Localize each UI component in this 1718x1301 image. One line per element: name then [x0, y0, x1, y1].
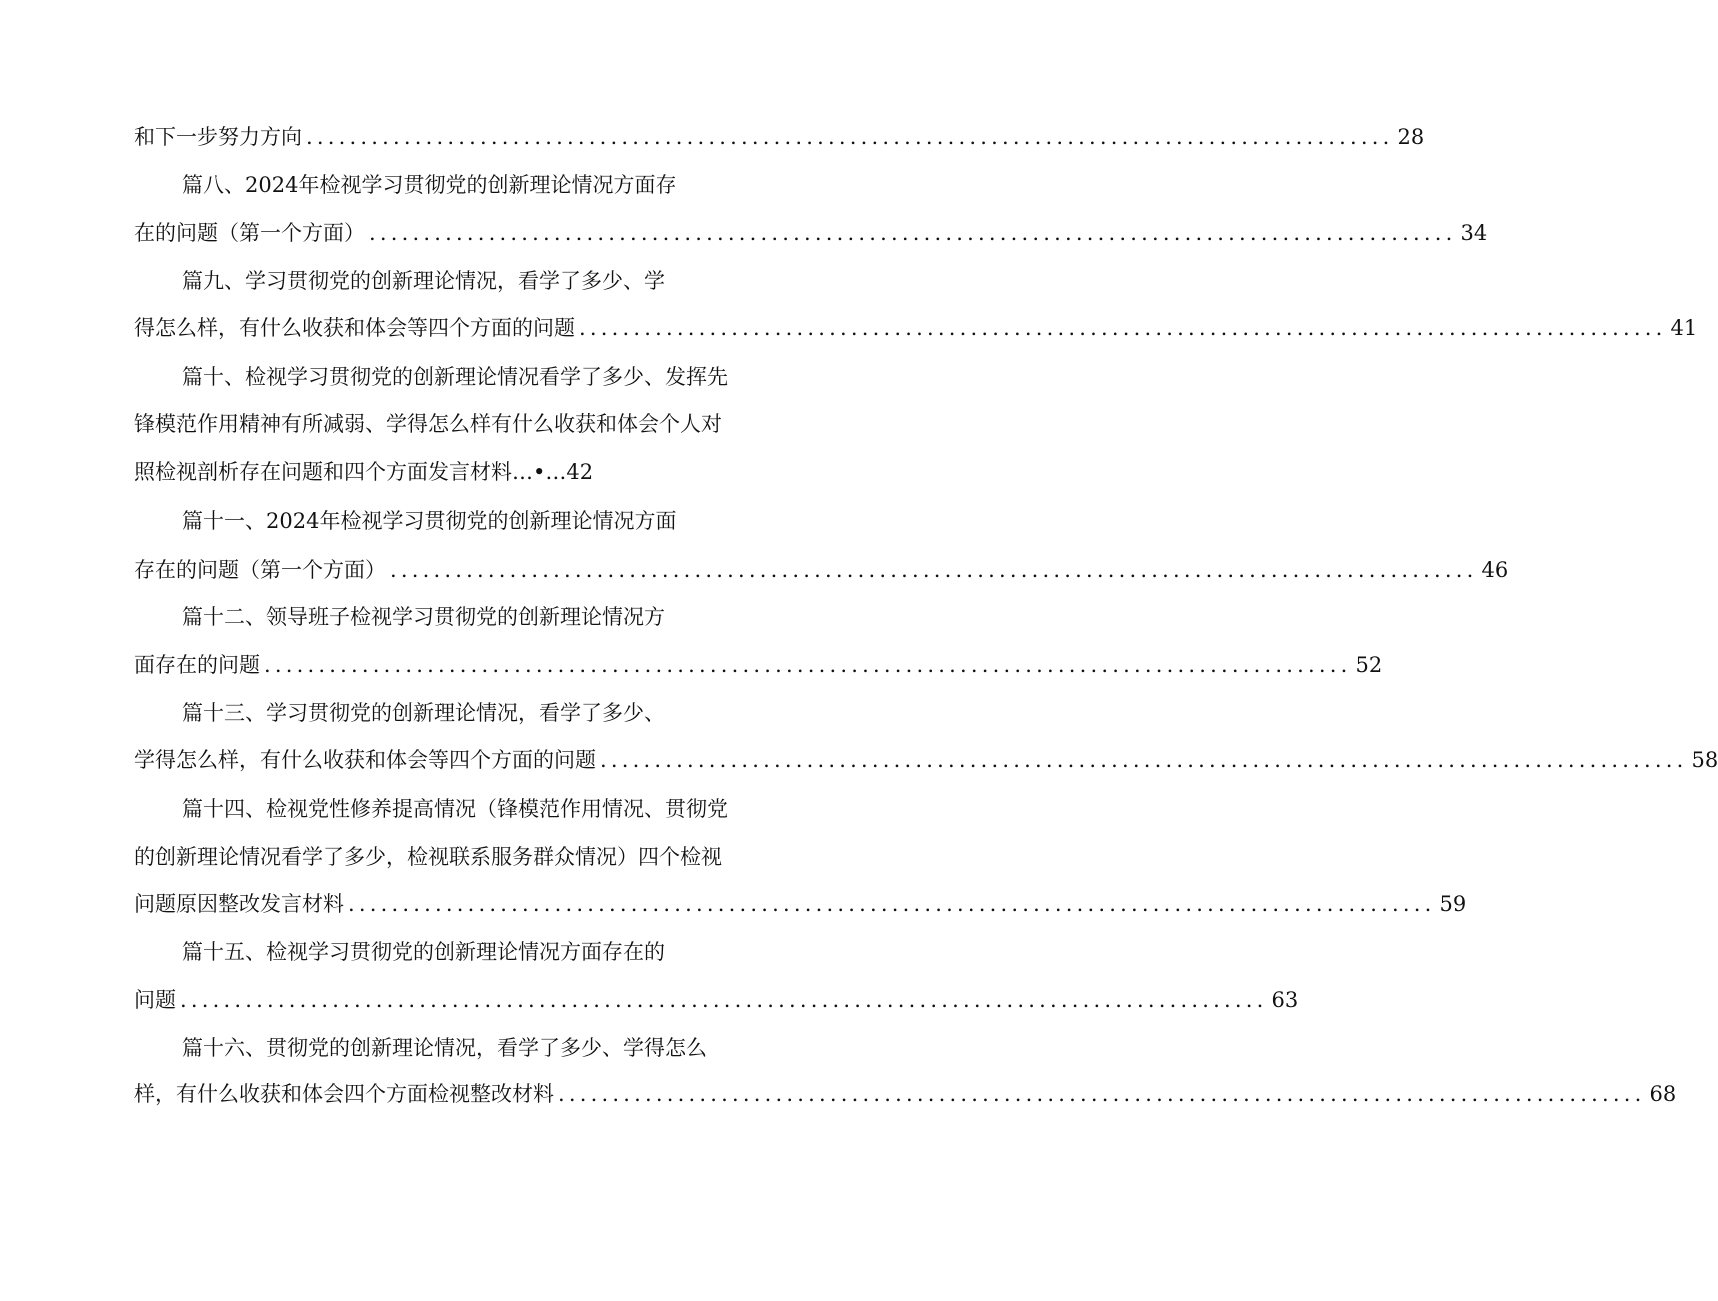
toc-leader-dots: ....................................................................................................: [348, 892, 1436, 916]
toc-entry-title[interactable]: 篇十三、学习贯彻党的创新理论情况，看学了多少、: [182, 701, 665, 725]
toc-entry-continuation[interactable]: [134, 983, 1299, 1017]
toc-page-number: 34: [1460, 221, 1488, 245]
toc-entry-continuation[interactable]: 的创新理论情况看学了多少，检视联系服务群众情况）四个检视: [134, 845, 722, 869]
toc-entry-continuation[interactable]: [134, 455, 593, 489]
toc-entry-text: 样，有什么收获和体会四个方面检视整改材料: [134, 1082, 554, 1106]
toc-page-number: 63: [1271, 988, 1299, 1012]
toc-page-number: 59: [1439, 892, 1467, 916]
toc-entry-title[interactable]: 篇十四、检视党性修养提高情况（锋模范作用情况、贯彻党: [182, 797, 728, 821]
toc-entry-title[interactable]: 篇十一、2024年检视学习贯彻党的创新理论情况方面: [182, 509, 677, 533]
toc-entry-continuation[interactable]: [134, 553, 1509, 587]
toc-entry-text: 学得怎么样，有什么收获和体会等四个方面的问题: [134, 748, 596, 772]
toc-entry-continuation[interactable]: 锋模范作用精神有所减弱、学得怎么样有什么收获和体会个人对: [134, 412, 722, 436]
toc-page-number: 52: [1355, 653, 1383, 677]
toc-leader-dots: ....................................................................................................: [264, 653, 1352, 677]
toc-page-number: 42: [566, 460, 594, 484]
toc-entry-text: 和下一步努力方向: [134, 125, 302, 149]
toc-entry-title[interactable]: 篇十二、领导班子检视学习贯彻党的创新理论情况方: [182, 605, 665, 629]
toc-entry-title[interactable]: 篇十五、检视学习贯彻党的创新理论情况方面存在的: [182, 940, 665, 964]
toc-leader-dots: ....................................................................................................: [600, 748, 1688, 772]
toc-entry-text: 照检视剖析存在问题和四个方面发言材料: [134, 460, 512, 484]
toc-leader-dots: ....................................................................................................: [180, 988, 1268, 1012]
toc-entry-continuation[interactable]: [134, 887, 1467, 921]
toc-leader-dots: ....................................................................................................: [390, 558, 1478, 582]
toc-entry-continuation[interactable]: [134, 743, 1718, 777]
toc-entry-text: 面存在的问题: [134, 653, 260, 677]
toc-entry-title[interactable]: 篇十、检视学习贯彻党的创新理论情况看学了多少、发挥先: [182, 365, 728, 389]
toc-page-number: 46: [1481, 558, 1509, 582]
toc-entry-continuation[interactable]: [134, 216, 1488, 250]
toc-entry-continuation[interactable]: [134, 120, 1425, 154]
toc-entry-continuation[interactable]: [134, 648, 1383, 682]
toc-entry-title[interactable]: 篇八、2024年检视学习贯彻党的创新理论情况方面存: [182, 173, 677, 197]
toc-entry-title[interactable]: 篇九、学习贯彻党的创新理论情况，看学了多少、学: [182, 269, 665, 293]
toc-entry-text: 得怎么样，有什么收获和体会等四个方面的问题: [134, 316, 575, 340]
toc-entry-title[interactable]: 篇十六、贯彻党的创新理论情况，看学了多少、学得怎么: [182, 1036, 707, 1060]
toc-entry-continuation[interactable]: [134, 311, 1698, 345]
toc-leader-dots: ....................................................................................................: [369, 221, 1457, 245]
toc-page-number: 58: [1691, 748, 1718, 772]
toc-entry-continuation[interactable]: [134, 1077, 1677, 1111]
toc-entry-text: 存在的问题（第一个方面）: [134, 558, 386, 582]
toc-leader-dots: ....................................................................................................: [558, 1082, 1646, 1106]
toc-leader-dots: ....................................................................................................: [306, 125, 1394, 149]
toc-leader-dots: …•…: [512, 460, 567, 484]
toc-entry-text: 问题: [134, 988, 176, 1012]
toc-entry-text: 在的问题（第一个方面）: [134, 221, 365, 245]
toc-page-number: 28: [1397, 125, 1425, 149]
toc-page-number: 41: [1670, 316, 1698, 340]
toc-leader-dots: ....................................................................................................: [579, 316, 1667, 340]
toc-entry-text: 问题原因整改发言材料: [134, 892, 344, 916]
toc-page-number: 68: [1649, 1082, 1677, 1106]
